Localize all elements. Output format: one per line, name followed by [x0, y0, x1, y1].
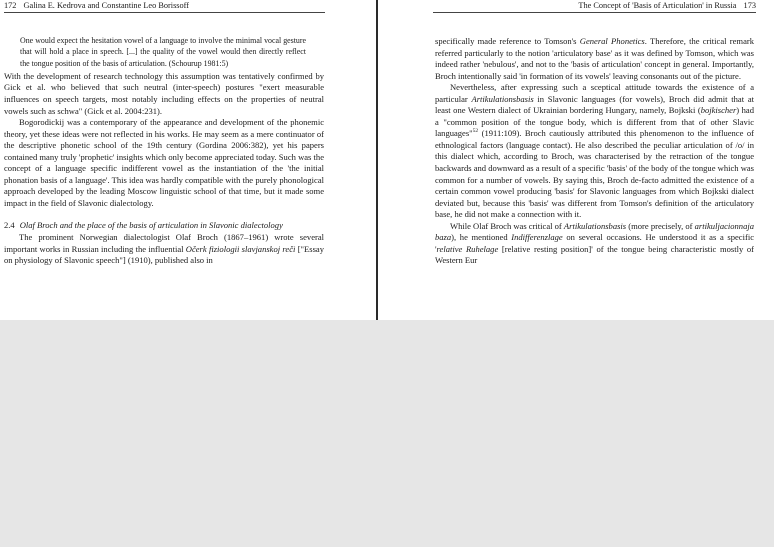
text-run: (1911:109). Broch cautiously attributed this phenomenon to the influence of ethnological factors (language contact). He also described the peculiar articulation of /o/ in this dialect which, according to Broch, was characterised by the retraction of the tongue backwards and downward as a result of a specific 'basis' of the body of the tongue which was common for a number of vowels. By saying this, Broch de-facto admitted the existence of a certain common vowel producing 'basis' for Slavonic languages from which Bojkski dialect deviated but, because this 'basis' was different from Tomson's definition of the articulatory base, he did not make a connection with it. — [435, 128, 754, 220]
right-page-number: 173 — [743, 1, 756, 10]
section-title: Olaf Broch and the place of the basis of articulation in Slavonic dialectology — [19, 220, 283, 231]
term: Indifferenzlage — [511, 232, 563, 243]
term: relative Ruhelage — [436, 243, 499, 254]
text-run: on several occasions. He understood it as a specific ' — [435, 232, 754, 254]
text-run: specifically made reference to Tomson's — [435, 36, 580, 46]
paragraph-bojkski — [435, 82, 754, 221]
paragraph-indifferenzlage — [435, 221, 754, 267]
left-page-number: 172 — [4, 1, 17, 10]
text-run: ) had a "common position of the tongue body, which is different from that of other Slavic languages" — [435, 105, 754, 139]
text-run: Nevertheless, after expressing such a sceptical attitude towards the existence of a particular — [435, 82, 754, 104]
right-running-head — [433, 0, 756, 13]
section-number: 2.4 — [4, 220, 15, 231]
text-run: The prominent Norwegian dialectologist Olaf Broch (1867–1961) wrote several important works in Russian including the influential — [4, 232, 324, 254]
footnote-marker: 52 — [472, 128, 479, 135]
book-title: General Phonetics — [579, 36, 645, 46]
right-body — [435, 36, 754, 267]
term: artikuljacionnaja baza — [435, 220, 755, 243]
right-running-head-title: The Concept of 'Basis of Articulation' in Russia — [578, 1, 737, 10]
term: bojkischer — [700, 105, 737, 116]
paragraph-bogorodickij: Bogorodickij was a contemporary of the appearance and development of the phonemic theory, yet these ideas were not reflected in his works. He may seem as a mere continuator of the descriptive phonetic school of the 19th century (Gordina 2006:382), yet his papers contained many truly 'prophetic' insights which only become appreciated today. Such was the concept of a language specific indifferent vowel as the instantiation of the 'the initial phonation basis of a language'. This idea was hardly compatible with the purely phonological approach developed by the leading Moscow linguistic school of that time, but it made some impact in the field of Slavonic dialectology. — [4, 117, 324, 208]
text-run: ["Essay on physiology of Slavonic speech"] (1910), published also in — [4, 243, 324, 266]
block-quote: One would expect the hesitation vowel of a language to involve the minimal vocal gesture that will hold a place in speech. [...] the quality of the vowel would then directly reflect the tongue position of the basis of articulation. (Schourup 1981:5) — [20, 36, 306, 68]
left-body — [4, 35, 324, 267]
text-run: ), he mentioned — [451, 232, 512, 243]
term: Artikulationsbasis — [563, 220, 627, 231]
paragraph-tomson — [435, 36, 754, 82]
section-heading — [4, 220, 324, 232]
paragraph-broch-intro — [4, 232, 324, 267]
text-run: . Therefore, the critical remark referred particularly to the notion 'articulatory base' as it was defined by Tomson, which was indeed rather 'nebulous', and not to the 'basis of articulation' concept in general. Importantly, Broch intentionally said 'in formation of its vowels' leaving consonants out of the picture. — [435, 36, 754, 81]
text-run: in Slavonic languages (for vowels), Broch did admit that at least one Western dialect of Ukrainian bordering Hungary, namely, Bojkski ( — [435, 93, 754, 116]
left-running-head-title: Galina E. Kedrova and Constantine Leo Borissoff — [23, 1, 190, 10]
paragraph-gick: With the development of research technology this assumption was tentatively confirmed by Gick et al. who believed that such neutral (inter-speech) postures "exert measurable influences on speech targets, most notably including effects on the properties of neutral vowels such as schwa" (Gick et al. 2004:231). — [4, 70, 324, 116]
text-run: [relative resting position]' of the tongue being characteristic mostly of Western Eur — [435, 243, 754, 266]
text-run: (more precisely, of — [626, 220, 695, 231]
left-running-head — [4, 0, 325, 13]
text-run: While Olaf Broch was critical of — [450, 220, 564, 231]
right-page — [378, 0, 774, 320]
left-page — [0, 0, 378, 320]
term: Artikulationsbasis — [471, 93, 534, 104]
book-title: Očerk fiziologii slavjanskoj reči — [185, 243, 296, 254]
